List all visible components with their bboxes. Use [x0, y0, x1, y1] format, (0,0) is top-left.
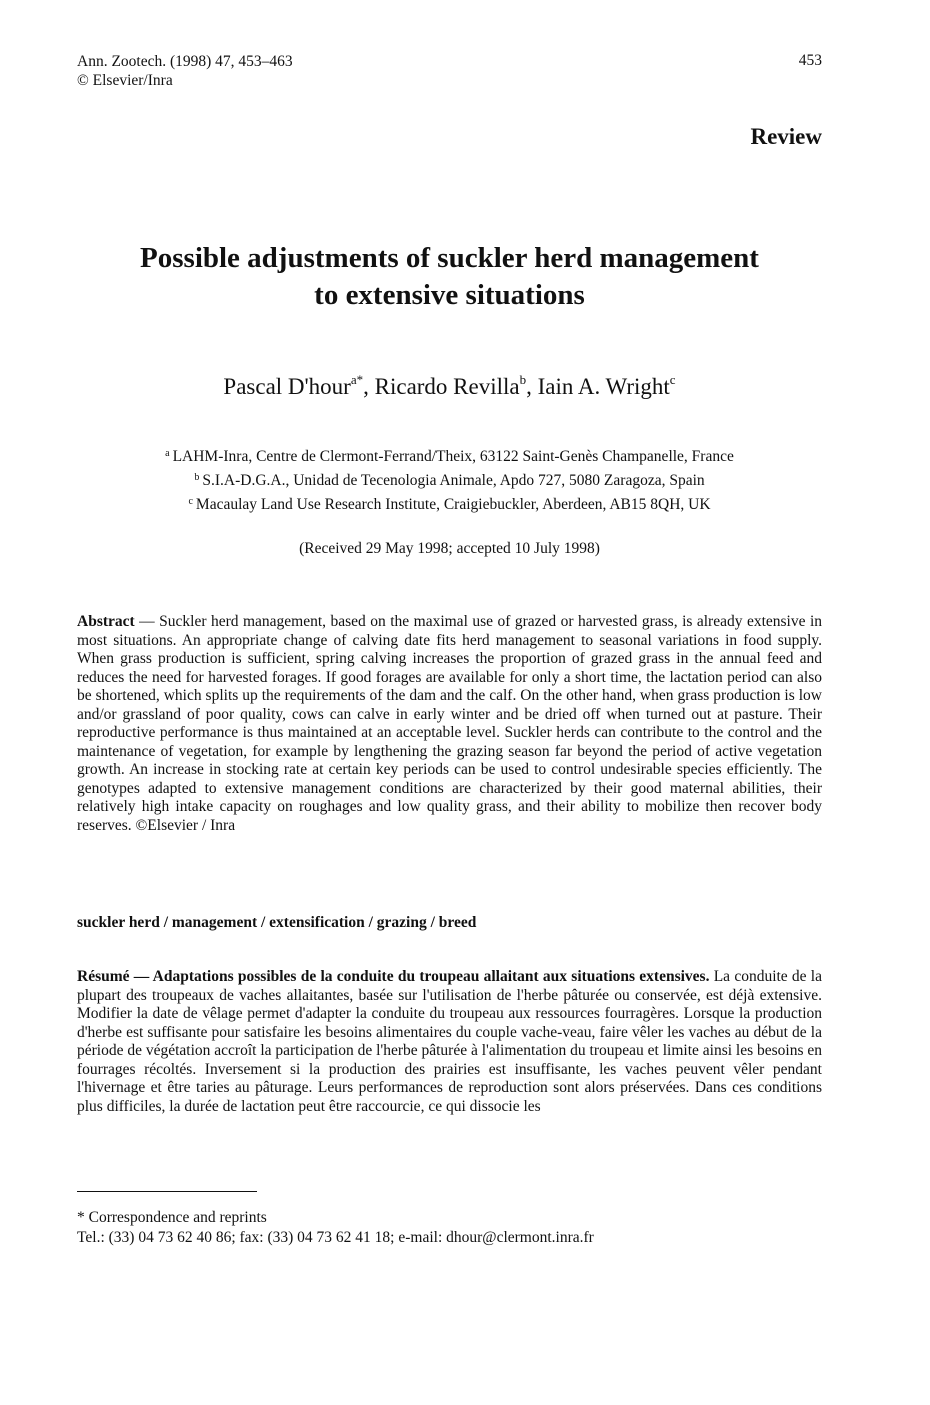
author-affil-mark: c [669, 372, 676, 387]
journal-reference: Ann. Zootech. (1998) 47, 453–463 [77, 53, 293, 70]
section-label: Review [750, 124, 822, 149]
footnote [77, 1208, 594, 1248]
received-dates: (Received 29 May 1998; accepted 10 July 1998) [299, 540, 600, 557]
author-name: Pascal D'hour [223, 374, 351, 399]
title-line-1: Possible adjustments of suckler herd management [140, 242, 759, 274]
resume: Résumé — Adaptations possibles de la conduite du troupeau allaitant aux situations extensives. La conduite de la plupart des troupeaux de vaches allaitantes, basée sur l'utilisation de l'herbe pâturée ou conservée, est déjà extensive. Modifier la date de vêlage permet d'adapter la conduite du troupeau aux ressources fourragères. Lorsque la production d'herbe est suffisante pour satisfaire les besoins alimentaires du couple vache-veau, faire vêler les vaches au début de la période de végétation accroît la participation de l'herbe pâturée à l'alimentation du troupeau et limite ainsi les besoins en fourrages récoltés. Inversement si la production des prairies est insuffisante, les vaches peuvent vêler pendant l'hivernage et être taries au pâturage. Leurs performances de reproduction sont alors préservées. Dans ces conditions plus difficiles, la durée de lactation peut être raccourcie, ce qui dissocie les [77, 968, 823, 1115]
footnote-divider [77, 1191, 257, 1192]
affiliation: $^b$ S.I.A-D.G.A., Unidad de Tecenologia Animale, Apdo 727, 5080 Zaragoza, Spain [194, 472, 705, 489]
contact-details: Tel.: (33) 04 73 62 40 86; fax: (33) 04 73 62 41 18; e-mail: dhour@clermont.inra.fr [77, 1229, 594, 1246]
affiliations [77, 443, 822, 515]
affiliation: $^c$ Macaulay Land Use Research Institute, Craigiebuckler, Aberdeen, AB15 8QH, UK [188, 496, 711, 513]
journal-citation [77, 52, 293, 90]
keywords: suckler herd / management / extensification / grazing / breed [77, 914, 477, 931]
copyright-line: © Elsevier/Inra [77, 72, 173, 89]
correspondence-note: * Correspondence and reprints [77, 1209, 267, 1226]
resume-title: Adaptations possibles de la conduite du troupeau allaitant aux situations extensives. [152, 968, 710, 985]
paper-title [77, 240, 822, 314]
author-name: Iain A. Wright [537, 374, 670, 399]
title-line-2: to extensive situations [314, 279, 585, 311]
page-number: 453 [798, 52, 822, 69]
author-list: Pascal D'hour$^{a*}$, Ricardo Revilla$^b$, Iain A. Wright$^c$ [223, 372, 676, 399]
abstract: Abstract — Suckler herd management, based on the maximal use of grazed or harvested grass, is already extensive in most situations. An appropriate change of calving date fits herd management to seasonal variations in food supply. When grass production is sufficient, spring calving increases the proportion of grazed grass in the annual feed and reduces the need for harvested forages. If good forages are available for only a short time, the lactation period can also be shortened, which splits up the requirements of the dam and the calf. On the other hand, when grass production is low and/or grassland of poor quality, cows can calve in early winter and be dried off when turned out at pasture. Their reproductive performance is thus maintained at an acceptable level. Suckler herds can contribute to the control and the maintenance of vegetation, for example by lengthening the grazing season far beyond the period of active vegetation growth. An increase in stocking rate at certain key periods can be used to control undesirable species efficiently. The genotypes adapted to extensive management conditions are characterized by their good maternal abilities, their relatively high intake capacity on roughages and low quality grass, and their ability to mobilize then recover body reserves. ©Elsevier / Inra [77, 613, 823, 834]
author-affil-mark: b [519, 372, 527, 387]
abstract-label: Abstract [77, 613, 135, 630]
resume-label: Résumé [77, 968, 130, 985]
author-affil-mark: a* [350, 372, 364, 387]
resume-text: La conduite de la plupart des troupeaux de vaches allaitantes, basée sur l'utilisation de l'herbe pâturée ou conservée, est déjà extensive. Modifier la date de vêlage permet d'adapter la conduite du troupeau aux ressources fourragères. Lorsque la production d'herbe est suffisante pour satisfaire les besoins alimentaires du couple vache-veau, faire vêler les vaches au début de la période de végétation accroît la participation de l'herbe pâturée à l'alimentation du troupeau et limite ainsi les besoins en fourrages récoltés. Inversement si la production des prairies est insuffisante, les vaches peuvent vêler pendant l'hivernage et être taries au pâturage. Leurs performances de reproduction sont alors préservées. Dans ces conditions plus difficiles, la durée de lactation peut être raccourcie, ce qui dissocie les [77, 968, 823, 1115]
affiliation: $^a$ LAHM-Inra, Centre de Clermont-Ferrand/Theix, 63122 Saint-Genès Champanelle, France [165, 448, 734, 465]
abstract-text: Suckler herd management, based on the maximal use of grazed or harvested grass, is already extensive in most situations. An appropriate change of calving date fits herd management to seasonal variations in food supply. When grass production is sufficient, spring calving increases the proportion of grazed grass in the annual feed and reduces the need for harvested forages. If good forages are available for only a short time, the lactation period can also be shortened, which splits up the requirements of the dam and the calf. On the other hand, when grass production is low and/or grassland of poor quality, cows can calve in early winter and be dried off when turned out at pasture. Their reproductive performance is thus maintained at an acceptable level. Suckler herds can contribute to the control and the maintenance of vegetation, for example by lengthening the grazing season far beyond the period of active vegetation growth. An increase in stocking rate at certain key periods can be used to control undesirable species efficiently. The genotypes adapted to extensive management conditions are characterized by their good maternal abilities, their relatively high intake capacity on roughages and low quality grass, and their ability to mobilize then recover body reserves. ©Elsevier / Inra [77, 613, 823, 834]
author-name: Ricardo Revilla [374, 374, 520, 399]
